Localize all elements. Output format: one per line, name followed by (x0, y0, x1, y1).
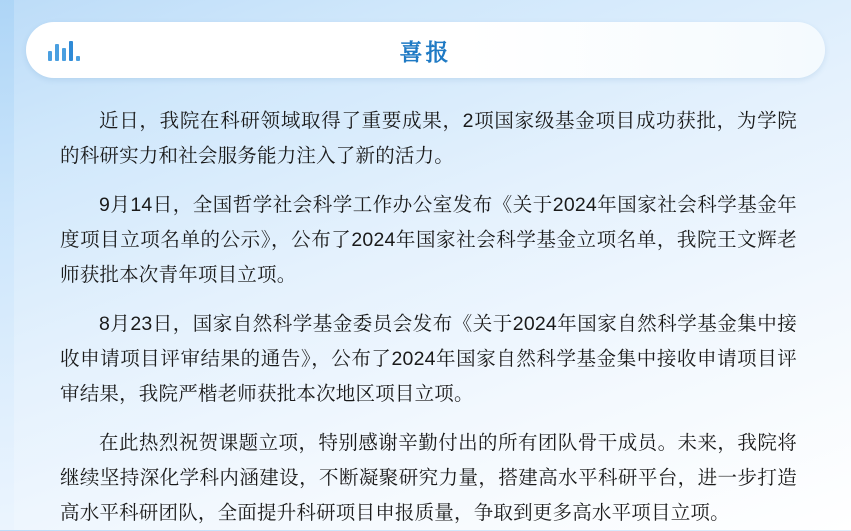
document-body (26, 104, 825, 531)
decorative-left-stripe (0, 0, 14, 530)
paragraph: 8月23日，国家自然科学基金委员会发布《关于2024年国家自然科学基金集中接收申请项目评审结果的通告》，公布了2024年国家自然科学基金集中接收申请项目评审结果，我院严楷老师获批本次地区项目立项。 (60, 313, 797, 405)
paragraph: 在此热烈祝贺课题立项，特别感谢辛勤付出的所有团队骨干成员。未来，我院将继续坚持深化学科内涵建设，不断凝聚研究力量，搭建高水平科研平台，进一步打造高水平科研团队，全面提升科研项目申报质量，争取到更多高水平项目立项。 (60, 432, 797, 524)
paragraph: 近日，我院在科研领域取得了重要成果，2项国家级基金项目成功获批，为学院的科研实力和社会服务能力注入了新的活力。 (60, 110, 797, 167)
paragraph: 9月14日，全国哲学社会科学工作办公室发布《关于2024年国家社会科学基金年度项目立项名单的公示》，公布了2024年国家社会科学基金立项名单，我院王文辉老师获批本次青年项目立项。 (60, 194, 797, 286)
bar-chart-logo-icon (48, 39, 80, 61)
title-banner (26, 22, 825, 78)
page-title: 喜报 (399, 38, 452, 65)
